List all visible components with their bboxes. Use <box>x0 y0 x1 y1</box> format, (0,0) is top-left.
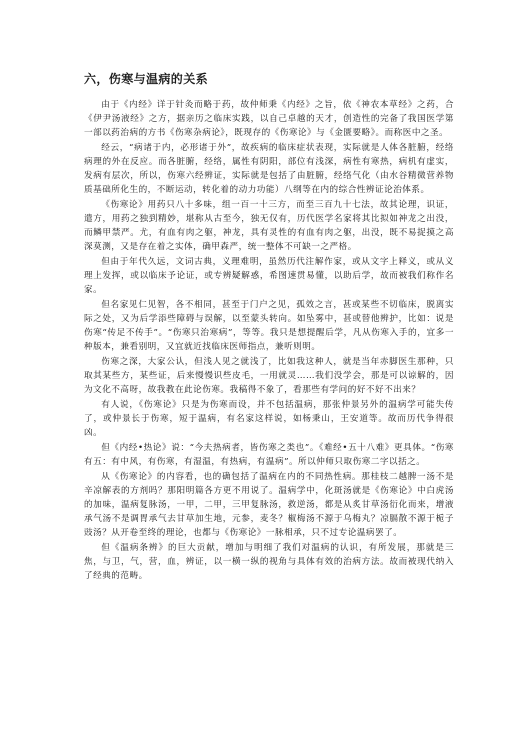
paragraph: 经云，“病诸于内，必形诸于外”，故疾病的临床症状表现，实际就是人体各脏腑，经络病理的外在反应。而各脏腑，经络，属性有阴阳，部位有浅深，病性有寒热，病机有虚实，发病有层次，所以，伤寒六经辨证，实际就是包括了由脏腑，经络气化（由水谷精微营养物质基础所化生的，不断运动，转化着的动力功能）八纲等在内的综合性辨证论治体系。 <box>84 143 454 195</box>
paragraph: 有人说，《伤寒论》只是为伤寒而设，并不包括温病，那张仲景另外的温病学可能失传了，或仲景长于伤寒，短于温病，有名家这样说，如杨秉山，王安道等。故而历代争得很凶。 <box>84 400 454 438</box>
paragraph: 《伤寒论》用药只八十多味，组一百一十三方，而至三百九十七法，故其论理，识证，遣方，用药之独到精妙，堪称从古至今，独无仅有，历代医学名家将其比拟如神龙之出没，而鳞甲禁严。尤，有血有肉之躯，神龙，具有灵性的有血有肉之躯，出没，既不易捉摸之高深莫测，又是存在着之实体，确甲森严，统一整体不可缺一之严格。 <box>84 200 454 252</box>
paragraph: 从《伤寒论》的内容看，也的确包括了温病在内的不同热性病。那桂枝二越脾一汤不是辛凉解表的方剂吗？那阳明篇各方更不用说了。温病学中，化斑汤就是《伤寒论》中白虎汤的加味，温病复脉汤，一甲，二甲，三甲复脉汤，救逆汤，都是从炙甘草汤衍化而来，增液承气汤不是调胃承气去甘草加生地，元参，麦冬？椒梅汤不源于乌梅丸？凉膈散不源于栀子豉汤？从开卷至终的理论，也都与《伤寒论》一脉相承，只不过专论温病罢了。 <box>84 472 454 538</box>
paragraph: 但《温病条辨》的巨大贡献，增加与明细了我们对温病的认识，有所发展，那就是三焦，与卫，气，营，血，辨证，以一横一纵的视角与具体有效的治病方法。故而被现代纳入了经典的范畴。 <box>84 543 454 581</box>
paragraph: 但《内经•热论》说：“今夫热病者，皆伤寒之类也”。《难经•五十八难》更具体。“伤寒有五：有中风，有伤寒，有湿温，有热病，有温病”。所以仲师只取伤寒二字以括之。 <box>84 443 454 467</box>
section-title: 六，伤寒与温病的关系 <box>84 72 209 86</box>
paragraph: 但名家见仁见智，各不相同，甚至于门户之见，孤效之言，甚或某些不切临床，脱离实际之处，又为后学添些障碍与误解，以至蒙头转向。如坠雾中，甚或替他辨护，比如：说是伤寒“传足不传手”。“伤寒只治寒病”，等等。我只是想提醒后学，凡从伤寒入手的，宜多一种版本，兼看别明，又宜就近找临床医师指点，兼听则明。 <box>84 300 454 352</box>
paragraph: 但由于年代久远，文词古典，义理难明，虽然历代注解作家，或从文字上释义，或从义理上发挥，或以临床予论证，或专辨疑解惑，希图速贯易懂，以助后学，故而被我们称作名家。 <box>84 257 454 295</box>
paragraph: 伤寒之深，大家公认，但浅人见之就浅了，比如我这种人，就是当年赤脚医生那种，只取其某些方，某些证，后来慢慢识些皮毛，一用就灵……我们没学会，那是可以谅解的，因为文化不高呀，故我教在此论伤寒。我稿得不象了，看那些有学问的好不好不出来？ <box>84 357 454 395</box>
body-text <box>84 98 454 584</box>
paragraph: 由于《内经》详于针灸而略于药，故仲师秉《内经》之旨，依《神农本草经》之药，合《伊尹汤液经》之方，据亲历之临床实践，以自己卓越的天才，创造性的完备了我国医学第一部以药治病的方书《伤寒杂病论》，既现存的《伤寒论》与《金匮要略》。而称医中之圣。 <box>84 100 454 138</box>
